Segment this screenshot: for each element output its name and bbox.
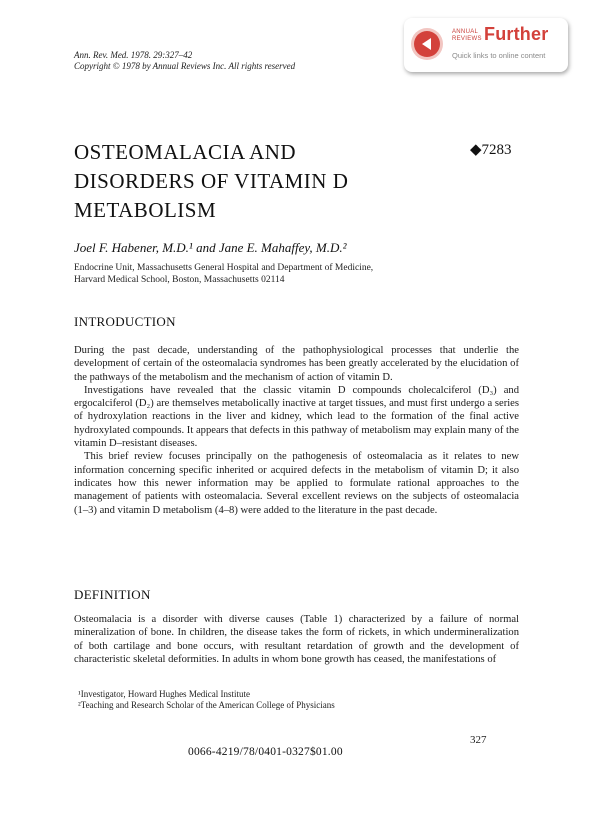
title-line: DISORDERS OF VITAMIN D — [74, 169, 349, 193]
play-icon — [414, 31, 440, 57]
footnotes — [78, 689, 335, 711]
badge-publisher: ANNUAL REVIEWS — [452, 29, 482, 42]
article-title — [74, 138, 434, 225]
badge-further-label: Further — [484, 24, 549, 44]
introduction-body — [74, 344, 519, 517]
citation-line: Ann. Rev. Med. 1978. 29:327–42 — [74, 50, 193, 60]
journal-citation — [74, 50, 295, 72]
footnote: ¹Investigator, Howard Hughes Medical Institute — [78, 689, 251, 699]
section-heading-definition: DEFINITION — [74, 587, 151, 602]
section-heading-introduction: INTRODUCTION — [74, 314, 176, 329]
badge-tagline: Quick links to online content — [452, 51, 546, 60]
copyright-line: Copyright © 1978 by Annual Reviews Inc. All rights reserved — [74, 61, 296, 71]
author-line: Joel F. Habener, M.D.¹ and Jane E. Mahaffey, M.D.² — [74, 240, 347, 255]
paragraph: Investigations have revealed that the classic vitamin D compounds cholecalciferol (D₃) and ergocalciferol (D₂) are themselves metabolically inactive at target tissues, and must first undergo a series of hydroxylation reactions in the liver and kidney, which lead to the formation of the final active hydroxylated compounds. It appears that defects in this pathway of metabolism may explain many of the vitamin D–resistant diseases. — [74, 384, 519, 450]
title-line: METABOLISM — [74, 198, 217, 222]
affiliation: Endocrine Unit, Massachusetts General Hospital and Department of Medicine, Harvard Medical School, Boston, Massachusetts 02114 — [74, 263, 374, 285]
document-number: ◆7283 — [470, 142, 512, 158]
definition-body — [74, 613, 519, 666]
paragraph: During the past decade, understanding of the pathophysiological processes that underlie the development of certain of the osteomalacia syndromes has been greatly accelerated by the elucidation of the pathways of the metabolism and the mechanism of action of vitamin D. — [74, 345, 519, 383]
annual-reviews-further-badge[interactable] — [404, 18, 568, 72]
paragraph: Osteomalacia is a disorder with diverse causes (Table 1) characterized by a failure of normal mineralization of bone. In children, the disease takes the form of rickets, in which undermineralization of both cartilage and bone occurs, with resultant retardation of growth and the development of characteristic skeletal deformities. In adults in whom bone growth has ceased, the manifestations of — [74, 614, 519, 665]
paragraph: This brief review focuses principally on the pathogenesis of osteomalacia as it relates to new information concerning specific inherited or acquired defects in the metabolism of vitamin D; it also indicates how this newer information may be applied to formulate rational approaches to the management of patients with osteomalacia. Several excellent reviews on the subjects of osteomalacia (1–3) and vitamin D metabolism (4–8) were added to the literature in the past decade. — [74, 451, 519, 516]
footnote: ²Teaching and Research Scholar of the American College of Physicians — [78, 700, 335, 710]
article-code: 0066-4219/78/0401-0327$01.00 — [188, 746, 343, 758]
title-line: OSTEOMALACIA AND — [74, 140, 297, 164]
page-number: 327 — [470, 734, 487, 746]
